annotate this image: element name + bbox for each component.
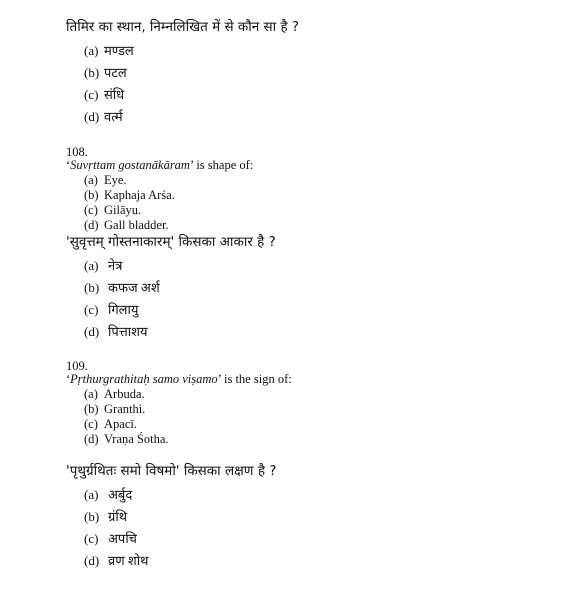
option-label: (d) — [84, 218, 99, 232]
option-label: (d) — [84, 553, 100, 568]
option-text: अर्बुद — [108, 487, 133, 502]
option-label: (d) — [84, 432, 99, 446]
option-text: ग्रंथि — [108, 509, 128, 524]
question-rest: ’ is shape of: — [189, 158, 254, 172]
option-text: Gilāyu. — [104, 203, 142, 217]
option-en-c — [84, 418, 137, 431]
question-rest: ’ is the sign of: — [217, 372, 292, 386]
option-en-d — [84, 219, 169, 232]
option-text: मण्डल — [104, 43, 134, 58]
sanskrit-term: Suvṛttam gostanākāram — [70, 158, 190, 172]
sanskrit-term: Pṛthurgrathitaḥ samo viṣamo — [70, 372, 218, 386]
option-label: (c) — [84, 203, 98, 217]
option-label: (b) — [84, 65, 100, 80]
option-label: (a) — [84, 258, 99, 273]
option-label: (b) — [84, 188, 99, 202]
option-text: संधि — [104, 87, 125, 102]
option-label: (d) — [84, 109, 100, 124]
question-number-109: 109. — [66, 359, 88, 373]
option-en-a — [84, 388, 145, 401]
option-hi-a — [84, 488, 132, 501]
option-label: (a) — [84, 173, 98, 187]
option-text: कफज अर्श — [108, 280, 160, 295]
option-en-c — [84, 204, 141, 217]
option-hi-c — [84, 303, 138, 316]
option-label: (a) — [84, 487, 99, 502]
option-a — [84, 44, 134, 57]
option-text: Gall bladder. — [104, 218, 169, 232]
question-english-109 — [66, 373, 292, 386]
option-text: गिलायु — [108, 302, 139, 317]
option-label: (b) — [84, 402, 99, 416]
option-c — [84, 88, 124, 101]
option-text: पित्ताशय — [108, 324, 148, 339]
option-hi-d — [84, 554, 148, 567]
option-hi-a — [84, 259, 122, 272]
option-hi-b — [84, 281, 160, 294]
option-d — [84, 110, 123, 123]
option-hi-b — [84, 510, 127, 523]
option-en-a — [84, 174, 127, 187]
option-label: (c) — [84, 417, 98, 431]
question-hindi-tamira: तिमिर का स्थान, निम्नलिखित में से कौन सा है ? — [66, 19, 300, 35]
question-number-108: 108. — [66, 145, 88, 159]
option-text: अपचि — [108, 531, 137, 546]
question-hindi-108: 'सुवृत्तम् गोस्तनाकारम्' किसका आकार है ? — [66, 234, 276, 250]
option-text: व्रण शोथ — [108, 553, 149, 568]
option-label: (b) — [84, 509, 100, 524]
option-b — [84, 66, 127, 79]
open-quote: ‘ — [66, 158, 71, 172]
option-text: पटल — [104, 65, 127, 80]
option-hi-c — [84, 532, 137, 545]
option-text: Arbuda. — [104, 387, 145, 401]
question-hindi-109: 'पृथुर्ग्रथितः समो विषमो' किसका लक्षण है ? — [66, 463, 277, 479]
open-quote: ‘ — [66, 372, 71, 386]
option-text: Granthi. — [104, 402, 146, 416]
option-label: (d) — [84, 324, 100, 339]
option-label: (c) — [84, 87, 99, 102]
option-en-b — [84, 403, 145, 416]
option-en-b — [84, 189, 175, 202]
option-text: वर्त्म — [104, 109, 123, 124]
option-text: Vraṇa Śotha. — [104, 432, 169, 446]
option-en-d — [84, 433, 169, 446]
option-text: Kaphaja Arśa. — [104, 188, 175, 202]
option-text: नेत्र — [108, 258, 123, 273]
option-label: (c) — [84, 531, 99, 546]
option-label: (a) — [84, 43, 99, 58]
option-hi-d — [84, 325, 147, 338]
option-text: Apacī. — [104, 417, 137, 431]
option-label: (c) — [84, 302, 99, 317]
option-label: (b) — [84, 280, 100, 295]
option-label: (a) — [84, 387, 98, 401]
option-text: Eye. — [104, 173, 127, 187]
question-english-108 — [66, 159, 253, 172]
